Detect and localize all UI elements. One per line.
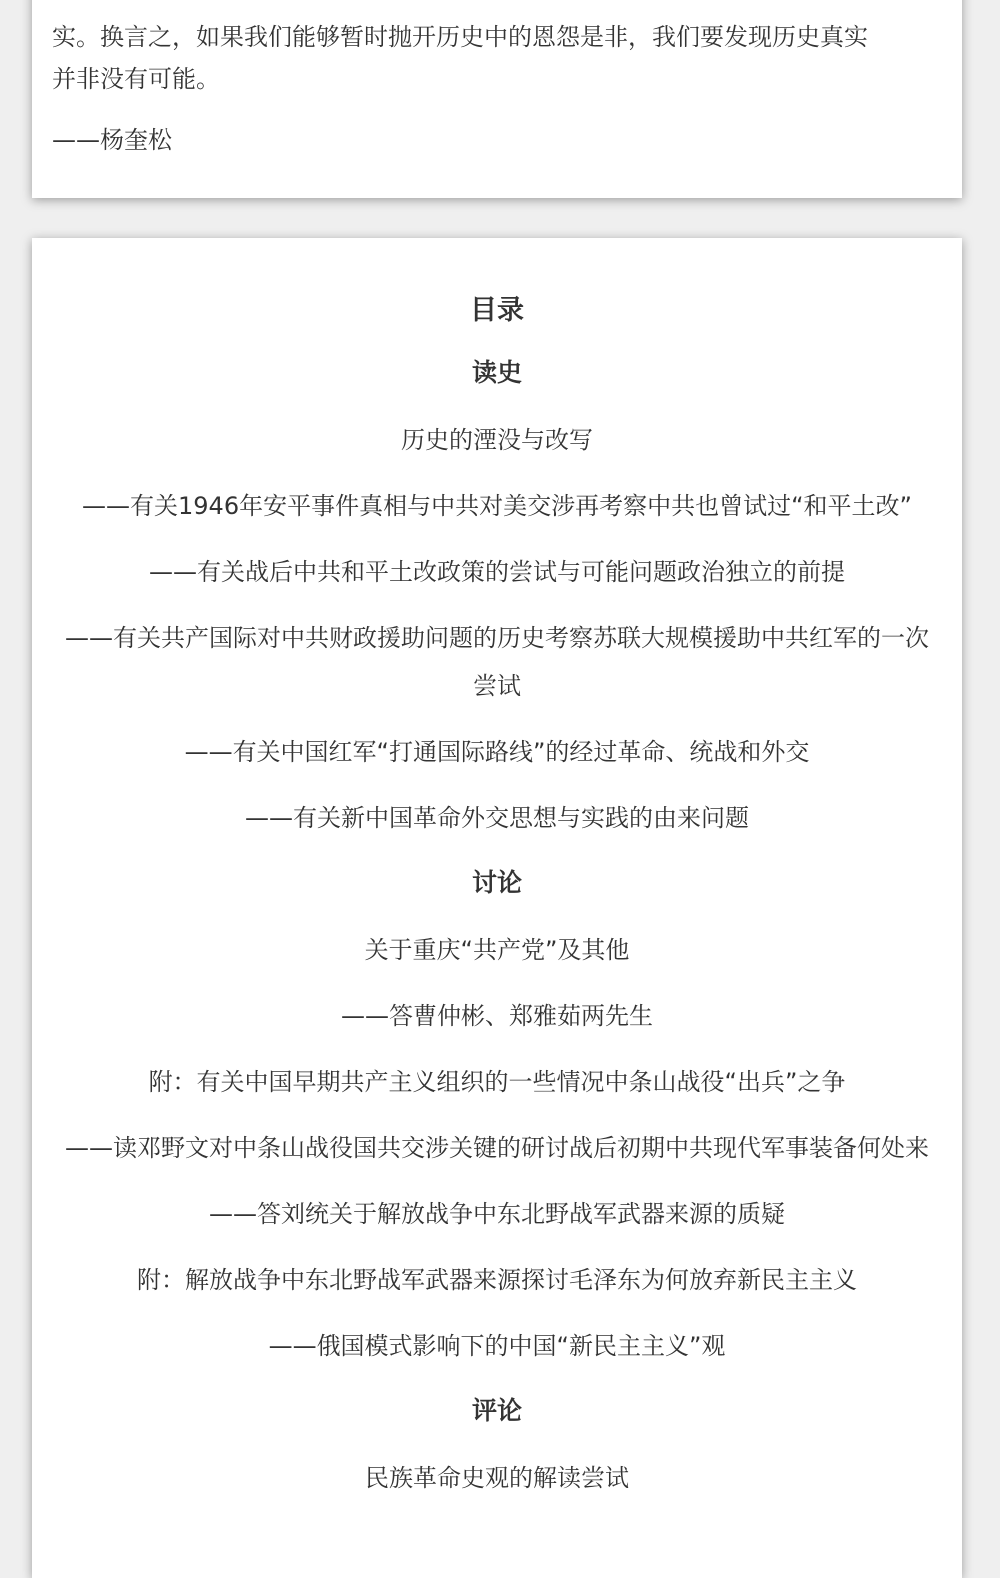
quote-line: 并非没有可能。 [52, 65, 220, 93]
quote-text [52, 16, 942, 100]
toc-item: ——有关1946年安平事件真相与中共对美交涉再考察中共也曾试过“和平土改” [82, 492, 912, 520]
toc-title: 目录 [470, 295, 524, 326]
toc-item: ——答刘统关于解放战争中东北野战军武器来源的质疑 [209, 1200, 785, 1228]
toc-section-heading: 讨论 [471, 868, 522, 897]
toc-section-heading: 评论 [471, 1396, 522, 1425]
toc-item: ——有关新中国革命外交思想与实践的由来问题 [245, 804, 749, 832]
toc-item: 附：解放战争中东北野战军武器来源探讨毛泽东为何放弃新民主主义 [137, 1266, 857, 1294]
toc-item: 民族革命史观的解读尝试 [365, 1464, 629, 1492]
toc-card [32, 238, 962, 1578]
quote-author: ——杨奎松 [52, 126, 172, 154]
toc-item: 附：有关中国早期共产主义组织的一些情况中条山战役“出兵”之争 [148, 1068, 846, 1096]
toc-section-heading: 读史 [471, 358, 522, 387]
quote-line: 实。换言之，如果我们能够暂时抛开历史中的恩怨是非，我们要发现历史真实 [52, 23, 868, 51]
toc-item: ——答曹仲彬、郑雅茹两先生 [341, 1002, 653, 1030]
toc-item: 历史的湮没与改写 [401, 426, 593, 454]
toc-item: ——有关共产国际对中共财政援助问题的历史考察苏联大规模援助中共红军的一次尝试 [65, 624, 929, 700]
quote-card [32, 0, 962, 198]
toc-item: ——俄国模式影响下的中国“新民主主义”观 [268, 1332, 726, 1360]
toc-item: ——有关中国红军“打通国际路线”的经过革命、统战和外交 [184, 738, 810, 766]
toc-item: 关于重庆“共产党”及其他 [364, 936, 630, 964]
toc-item: ——有关战后中共和平土改政策的尝试与可能问题政治独立的前提 [149, 558, 845, 586]
toc-item: ——读邓野文对中条山战役国共交涉关键的研讨战后初期中共现代军事装备何处来 [65, 1134, 929, 1162]
table-of-contents [32, 284, 962, 1502]
